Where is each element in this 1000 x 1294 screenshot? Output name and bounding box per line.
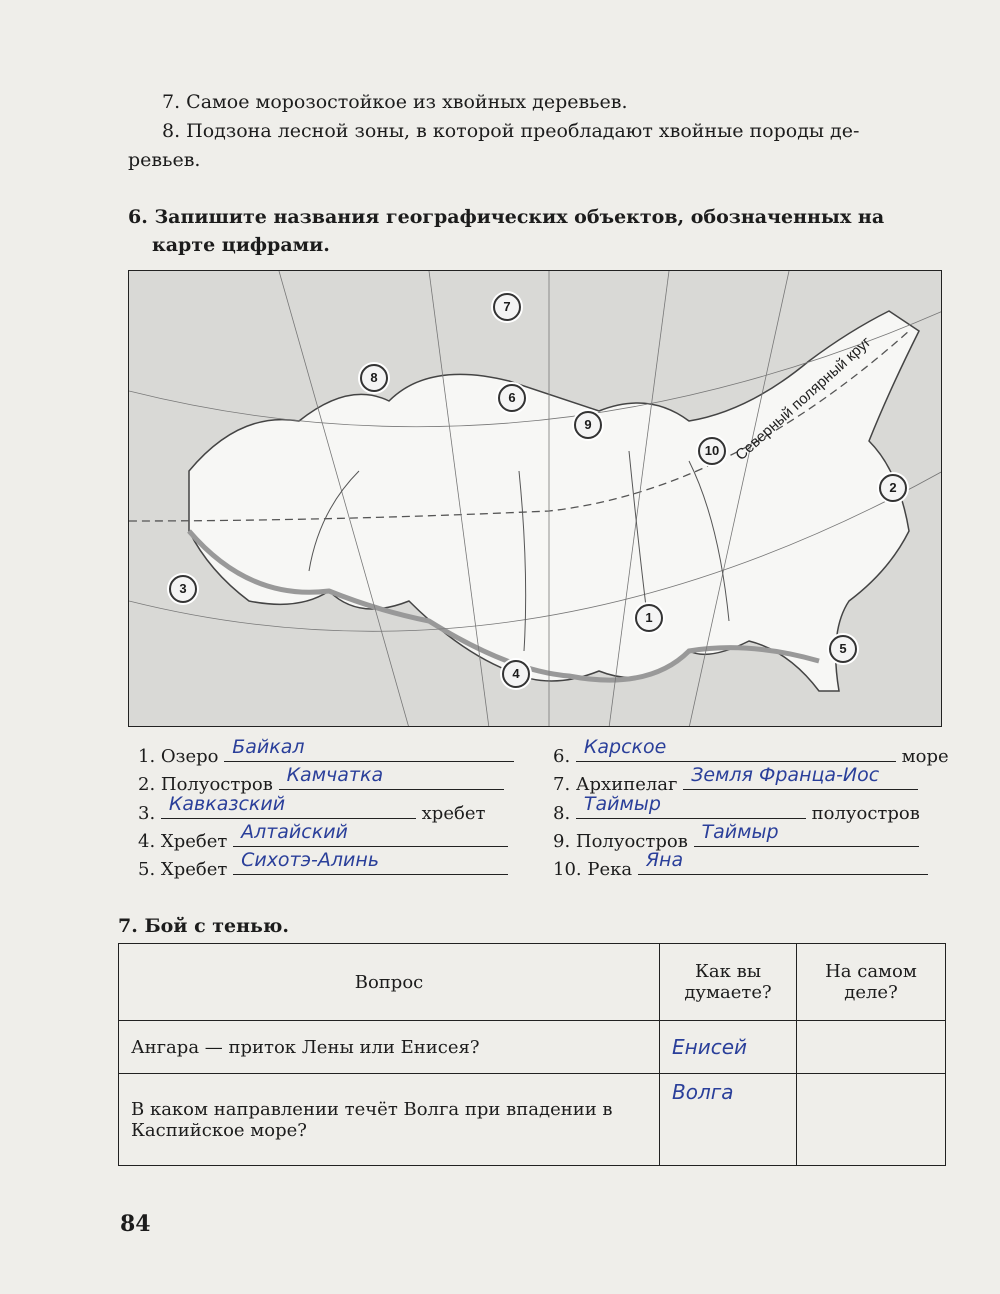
answer-3-field[interactable]: Кавказский (161, 796, 416, 819)
answer-4: 4. Хребет Алтайский (138, 824, 508, 856)
map-marker-8: 8 (360, 364, 388, 392)
answer-8-field[interactable]: Таймыр (576, 796, 806, 819)
list-item-8: 8. Подзона лесной зоны, в которой преобладают хвойные породы де- (162, 120, 860, 142)
task7-title: 7. Бой с тенью. (118, 915, 290, 937)
answer-5: 5. Хребет Сихотэ-Алинь (138, 852, 508, 884)
answer-1-field[interactable]: Байкал (224, 739, 514, 762)
map-marker-10: 10 (698, 437, 726, 465)
land-outline (189, 311, 919, 691)
map-marker-2: 2 (879, 474, 907, 502)
answer-6-field[interactable]: Карское (576, 739, 896, 762)
answer-7: 7. Архипелаг Земля Франца-Иос (553, 767, 918, 799)
map-marker-4: 4 (502, 660, 530, 688)
table-header-row (119, 944, 946, 1021)
arctic-circle-label: Северный полярный круг (732, 333, 875, 464)
task6-title: 6. Запишите названия географических объектов, обозначенных на (128, 206, 885, 228)
map-marker-7: 7 (493, 293, 521, 321)
page-number: 84 (120, 1211, 151, 1237)
guess-cell[interactable]: Волга (660, 1074, 797, 1166)
map-marker-9: 9 (574, 411, 602, 439)
guess-cell[interactable]: Енисей (660, 1021, 797, 1074)
answer-7-field[interactable]: Земля Франца-Иос (683, 767, 918, 790)
actual-cell[interactable] (797, 1021, 946, 1074)
header-question: Вопрос (119, 944, 660, 1021)
answer-9: 9. Полуостров Таймыр (553, 824, 919, 856)
answer-2-field[interactable]: Камчатка (279, 767, 504, 790)
shadow-table (118, 943, 946, 1166)
map-marker-5: 5 (829, 635, 857, 663)
map-marker-1: 1 (635, 604, 663, 632)
answer-8: 8. Таймыр полуостров (553, 793, 920, 824)
answer-4-field[interactable]: Алтайский (233, 824, 508, 847)
question-cell: Ангара — приток Лены или Енисея? (119, 1021, 660, 1074)
answer-2: 2. Полуостров Камчатка (138, 767, 504, 799)
map-marker-3: 3 (169, 575, 197, 603)
answer-6: 6. Карское море (553, 736, 949, 767)
header-actual: На самом деле? (797, 944, 946, 1021)
task6-title-cont: карте цифрами. (152, 234, 330, 256)
actual-cell[interactable] (797, 1074, 946, 1166)
map-marker-6: 6 (498, 384, 526, 412)
answer-3: 3. Кавказский хребет (138, 793, 486, 824)
question-cell: В каком направлении течёт Волга при впадении в Каспийское море? (119, 1074, 660, 1166)
answer-5-field[interactable]: Сихотэ-Алинь (233, 852, 508, 875)
answer-1: 1. Озеро Байкал (138, 739, 514, 771)
answer-10: 10. Река Яна (553, 852, 928, 884)
russia-map (128, 270, 942, 727)
list-item-7: 7. Самое морозостойкое из хвойных деревьев. (162, 91, 628, 113)
table-row (119, 1074, 946, 1166)
answer-9-field[interactable]: Таймыр (694, 824, 919, 847)
list-item-8-cont: ревьев. (128, 149, 201, 171)
header-guess: Как вы думаете? (660, 944, 797, 1021)
table-row (119, 1021, 946, 1074)
map-drawing (129, 271, 942, 727)
answer-10-field[interactable]: Яна (638, 852, 928, 875)
